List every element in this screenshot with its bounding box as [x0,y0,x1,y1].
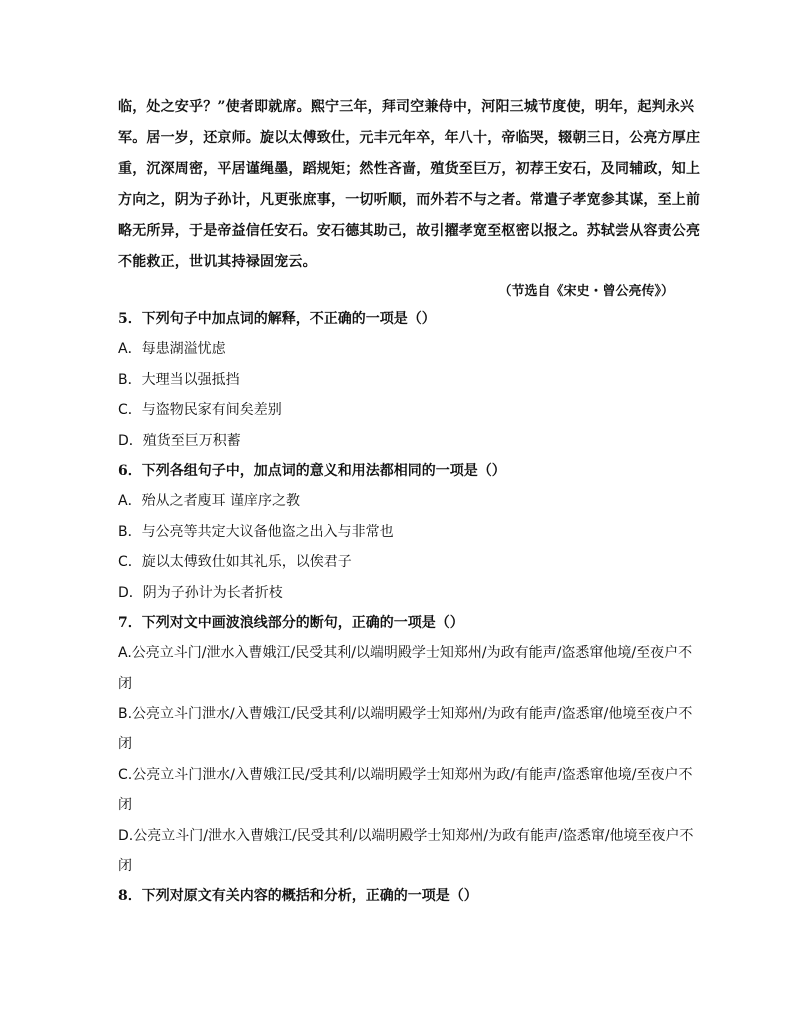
passage-text [118,92,701,278]
question-7-option-d: D.公亮立斗门/泄水入曹娥江/民受其利/以端明殿学士知郑州/为政有能声/盗悉窜/他境至夜户不 [118,827,694,844]
question-7-option-b: B.公亮立斗门泄水/入曹娥江/民受其利/以端明殿学士知郑州/为政有能声/盗悉窜/他境至夜户不 [118,706,693,723]
question-6-option-d: D．阴为子孙计为长者折枝 [118,584,283,601]
question-8-stem: 8．下列对原文有关内容的概括和分析，正确的一项是（） [118,888,478,905]
passage-line: 军。居一岁，还京师。旋以太傅致仕，元丰元年卒，年八十，帝临哭，辍朝三日，公亮方厚庄 [118,130,701,146]
passage-line: 方向之，阴为子孙计，凡更张庶事，一切听顺，而外若不与之者。常遣子孝宽参其谋，至上前 [118,192,701,208]
passage-line: 重，沉深周密，平居谨绳墨，蹈规矩；然性吝啬，殖货至巨万，初荐王安石，及同辅政，知上 [118,161,701,177]
question-7-option-c: C.公亮立斗门泄水/入曹娥江民/受其利/以端明殿学士知郑州为政/有能声/盗悉窜他境/至夜户不 [118,766,693,783]
question-7-option-c-cont: 闭 [118,797,132,814]
question-5-option-b: B．大理当以强抵挡 [118,371,240,388]
question-6-option-b: B．与公亮等共定大议备他盗之出入与非常也 [118,523,394,540]
question-7-option-a-cont: 闭 [118,675,132,692]
question-list [118,304,694,912]
question-7-option-a: A.公亮立斗门/泄水入曹娥江/民受其利/以端明殿学士知郑州/为政有能声/盗悉窜他境/至夜户不 [118,645,693,662]
question-5-option-a: A．每患湖溢忧虑 [118,341,226,358]
question-5-option-c: C．与盗物民家有间矣差别 [118,402,282,419]
question-6-stem: 6．下列各组句子中，加点词的意义和用法都相同的一项是（） [118,462,506,479]
passage-source: （节选自《宋史・曾公亮传》） [498,284,674,299]
question-7-stem: 7．下列对文中画波浪线部分的断句，正确的一项是（） [118,614,464,631]
passage-line: 略无所异，于是帝益信任安石。安石德其助己，故引擢孝宽至枢密以报之。苏轼尝从容责公亮 [118,223,701,239]
question-6-option-a: A．殆从之者廋耳 谨庠序之教 [118,493,301,510]
question-7-option-b-cont: 闭 [118,736,132,753]
passage-line: 不能救正，世讥其持禄固宠云。 [118,254,317,270]
question-5-stem: 5．下列句子中加点词的解释，不正确的一项是（） [118,311,436,327]
passage-line: 临，处之安乎？”使者即就席。熙宁三年，拜司空兼侍中，河阳三城节度使，明年，起判永兴 [118,99,695,115]
question-7-option-d-cont: 闭 [118,858,132,875]
question-5-option-d: D．殖货至巨万积蓄 [118,432,241,449]
question-6-option-c: C．旋以太傅致仕如其礼乐，以俟君子 [118,554,352,571]
